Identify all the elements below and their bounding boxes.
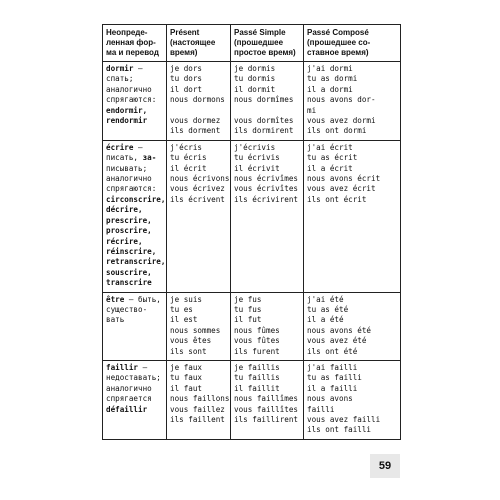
infinitive-line xyxy=(106,237,163,247)
conjugated-form: il dormit xyxy=(234,84,276,94)
verb-term: retranscrire, xyxy=(106,257,166,267)
conjugated-form xyxy=(170,106,227,116)
conjugated-form: failli xyxy=(307,404,335,414)
conjugated-form: tu dors xyxy=(170,74,203,84)
verb-term: décrire, xyxy=(106,205,143,215)
conjugated-form: il dort xyxy=(170,84,203,94)
gloss-text: писывать; xyxy=(106,163,148,173)
page xyxy=(102,24,400,440)
passe-compose-cell xyxy=(304,140,401,292)
gloss-text: спать; xyxy=(106,74,134,84)
verb-term: souscrire, xyxy=(106,267,152,277)
infinitive-line xyxy=(106,295,163,305)
header-passe-compose xyxy=(304,25,401,62)
conjugated-form: ils écrivent xyxy=(170,194,225,204)
present-cell xyxy=(167,62,231,141)
conjugated-form: ils faillent xyxy=(170,415,225,424)
conjugated-form: nous fûmes xyxy=(234,325,280,335)
passe-simple-cell xyxy=(231,360,304,439)
conjugated-form: ils dormirent xyxy=(234,126,294,136)
infinitive-line xyxy=(106,153,163,163)
table-body xyxy=(103,62,401,440)
gloss-text: спрягаются: xyxy=(106,95,157,105)
infinitive-line xyxy=(106,64,163,74)
gloss-text: недоставать; xyxy=(106,373,161,383)
conjugated-form: j'écrivis xyxy=(234,142,276,152)
infinitive-line xyxy=(106,85,163,95)
table-row xyxy=(103,140,401,292)
conjugated-form: nous écrivîmes xyxy=(234,174,299,184)
conjugated-form: vous avez écrit xyxy=(307,184,376,194)
passe-compose-cell xyxy=(304,360,401,439)
verb-term: écrire xyxy=(106,142,134,152)
conjugated-form: vous faillîtes xyxy=(234,404,299,414)
conjugated-form: il a dormi xyxy=(307,84,353,94)
conjugated-form: ils dorment xyxy=(170,126,221,136)
conjugated-form: j'ai été xyxy=(307,294,344,304)
infinitive-line xyxy=(106,226,163,236)
conjugated-form: vous fûtes xyxy=(234,336,280,346)
conjugated-form: je suis xyxy=(170,294,203,304)
conjugated-form: tu as été xyxy=(307,304,349,314)
conjugated-form: mi xyxy=(307,105,317,115)
gloss-text: аналогично xyxy=(106,84,152,94)
infinitive-line xyxy=(106,184,163,194)
conjugated-form: il écrivit xyxy=(234,163,280,173)
conjugated-form: je fus xyxy=(234,294,262,304)
conjugated-form: tu faillis xyxy=(234,373,280,383)
header-line: (настоящее xyxy=(170,38,216,47)
infinitive-line xyxy=(106,116,163,126)
gloss-text: писать, xyxy=(106,153,143,163)
conjugated-form: il a été xyxy=(307,315,344,325)
header-infinitive xyxy=(103,25,167,62)
present-cell xyxy=(167,140,231,292)
verb-term: être xyxy=(106,294,125,304)
conjugation-table xyxy=(102,24,401,440)
conjugated-form: j'écris xyxy=(170,142,203,152)
conjugated-form: vous avez failli xyxy=(307,415,381,424)
conjugated-form: je dormis xyxy=(234,64,276,73)
verb-term: transcrire xyxy=(106,278,152,288)
header-line: ма и перевод xyxy=(106,48,159,57)
conjugated-form: tu faux xyxy=(170,373,203,383)
infinitive-line xyxy=(106,205,163,215)
header-line: Passé Composé xyxy=(307,28,369,37)
conjugated-form: je dors xyxy=(170,64,203,73)
infinitive-line xyxy=(106,194,166,205)
infinitive-line xyxy=(106,305,163,315)
conjugated-form: il faillit xyxy=(234,383,280,393)
table-row xyxy=(103,360,401,439)
verb-term: récrire, xyxy=(106,236,143,246)
gloss-text: вать xyxy=(106,315,125,325)
conjugated-form: il est xyxy=(170,315,198,325)
infinitive-line xyxy=(106,257,166,267)
conjugated-form: tu as failli xyxy=(307,373,362,383)
conjugated-form: nous écrivons xyxy=(170,174,230,184)
header-line: Неопреде- xyxy=(106,28,148,37)
conjugated-form: je faux xyxy=(170,362,203,372)
conjugated-form: vous êtes xyxy=(170,336,212,346)
passe-simple-cell xyxy=(231,140,304,292)
conjugated-form: nous sommes xyxy=(170,325,221,335)
conjugated-form: nous faillîmes xyxy=(234,394,299,404)
gloss-text: спрягается xyxy=(106,394,152,404)
infinitive-line xyxy=(106,405,163,415)
infinitive-cell xyxy=(103,62,167,141)
conjugated-form: tu écris xyxy=(170,153,207,163)
conjugated-form: ils écrivirent xyxy=(234,194,299,204)
conjugated-form: nous avons été xyxy=(307,325,372,335)
passe-compose-cell xyxy=(304,292,401,360)
conjugated-form: vous avez été xyxy=(307,336,367,346)
conjugated-form: vous dormez xyxy=(170,116,221,126)
header-line: ставное время) xyxy=(307,48,369,57)
conjugated-form: il a failli xyxy=(307,383,358,393)
conjugated-form: tu as écrit xyxy=(307,153,358,163)
gloss-text: — xyxy=(133,142,143,152)
conjugated-form: ils ont écrit xyxy=(307,194,367,204)
gloss-text: — xyxy=(133,64,143,73)
verb-term: prescrire, xyxy=(106,215,152,225)
verb-term: réinscrire, xyxy=(106,246,157,256)
present-cell xyxy=(167,292,231,360)
conjugated-form: j'ai écrit xyxy=(307,142,353,152)
header-row xyxy=(103,25,401,62)
conjugated-form: vous écrivîtes xyxy=(234,184,299,194)
infinitive-line xyxy=(106,394,163,404)
infinitive-line xyxy=(106,95,163,105)
conjugated-form: nous avons écrit xyxy=(307,174,381,184)
gloss-text: существо- xyxy=(106,304,148,314)
verb-term: défaillir xyxy=(106,404,148,414)
verb-term: dormir xyxy=(106,64,134,73)
gloss-text: спрягаются: xyxy=(106,184,157,194)
conjugated-form: vous faillez xyxy=(170,404,225,414)
table-row xyxy=(103,292,401,360)
infinitive-line xyxy=(106,363,163,373)
conjugated-form: il écrit xyxy=(170,163,207,173)
conjugated-form: il fut xyxy=(234,315,262,325)
infinitive-cell xyxy=(103,140,167,292)
conjugated-form: ils ont dormi xyxy=(307,126,367,136)
verb-term: endormir, xyxy=(106,105,148,115)
infinitive-cell xyxy=(103,360,167,439)
gloss-text: аналогично xyxy=(106,383,152,393)
infinitive-line xyxy=(106,174,163,184)
conjugated-form: tu as dormi xyxy=(307,74,358,84)
infinitive-line xyxy=(106,278,163,288)
gloss-text: аналогично xyxy=(106,174,152,184)
conjugated-form xyxy=(234,106,300,116)
conjugated-form: nous faillons xyxy=(170,394,230,404)
conjugated-form: vous dormîtes xyxy=(234,116,294,126)
conjugated-form: nous avons dor- xyxy=(307,95,376,105)
conjugated-form: il faut xyxy=(170,383,203,393)
conjugated-form: nous dormons xyxy=(170,95,225,105)
infinitive-line xyxy=(106,143,163,153)
conjugated-form: ils furent xyxy=(234,346,280,356)
header-line: Passé Simple xyxy=(234,28,286,37)
conjugated-form: tu dormis xyxy=(234,74,276,84)
conjugated-form: vous écrivez xyxy=(170,184,225,194)
conjugated-form: je faillis xyxy=(234,362,280,372)
header-passe-simple xyxy=(231,25,304,62)
header-line: Présent xyxy=(170,28,200,37)
conjugated-form: ils ont été xyxy=(307,346,358,356)
infinitive-line xyxy=(106,268,163,278)
verb-term: rendormir xyxy=(106,116,148,126)
verb-term: за- xyxy=(142,153,157,163)
passe-simple-cell xyxy=(231,292,304,360)
conjugated-form: ils ont failli xyxy=(307,425,372,435)
conjugated-form: tu es xyxy=(170,304,193,314)
header-line: ленная фор- xyxy=(106,38,156,47)
verb-term: circonscrire, xyxy=(106,194,166,204)
infinitive-line xyxy=(106,315,163,325)
conjugated-form: il a écrit xyxy=(307,163,353,173)
infinitive-line xyxy=(106,247,163,257)
present-cell xyxy=(167,360,231,439)
infinitive-line xyxy=(106,74,163,84)
gloss-text: — быть, xyxy=(124,294,161,304)
table-row xyxy=(103,62,401,141)
header-line: простое время) xyxy=(234,48,296,57)
conjugated-form: tu écrivis xyxy=(234,153,280,163)
gloss-text: — xyxy=(138,362,148,372)
conjugated-form: tu fus xyxy=(234,304,262,314)
conjugated-form: j'ai dormi xyxy=(307,64,353,73)
verb-term: proscrire, xyxy=(106,226,152,236)
infinitive-cell xyxy=(103,292,167,360)
conjugated-form: vous avez dormi xyxy=(307,116,376,126)
conjugated-form: j'ai failli xyxy=(307,362,358,372)
infinitive-line xyxy=(106,384,163,394)
conjugated-form: ils faillirent xyxy=(234,415,299,424)
header-line: время) xyxy=(170,48,198,57)
passe-compose-cell xyxy=(304,62,401,141)
infinitive-line xyxy=(106,106,163,116)
header-present xyxy=(167,25,231,62)
infinitive-line xyxy=(106,216,163,226)
infinitive-line xyxy=(106,373,163,383)
conjugated-form: nous dormîmes xyxy=(234,95,294,105)
conjugated-form: nous avons xyxy=(307,394,353,404)
header-line: (прошедшее со- xyxy=(307,38,371,47)
passe-simple-cell xyxy=(231,62,304,141)
verb-term: faillir xyxy=(106,362,139,372)
header-line: (прошедшее xyxy=(234,38,284,47)
page-number: 59 xyxy=(370,454,400,478)
infinitive-line xyxy=(106,164,163,174)
conjugated-form: ils sont xyxy=(170,346,207,356)
